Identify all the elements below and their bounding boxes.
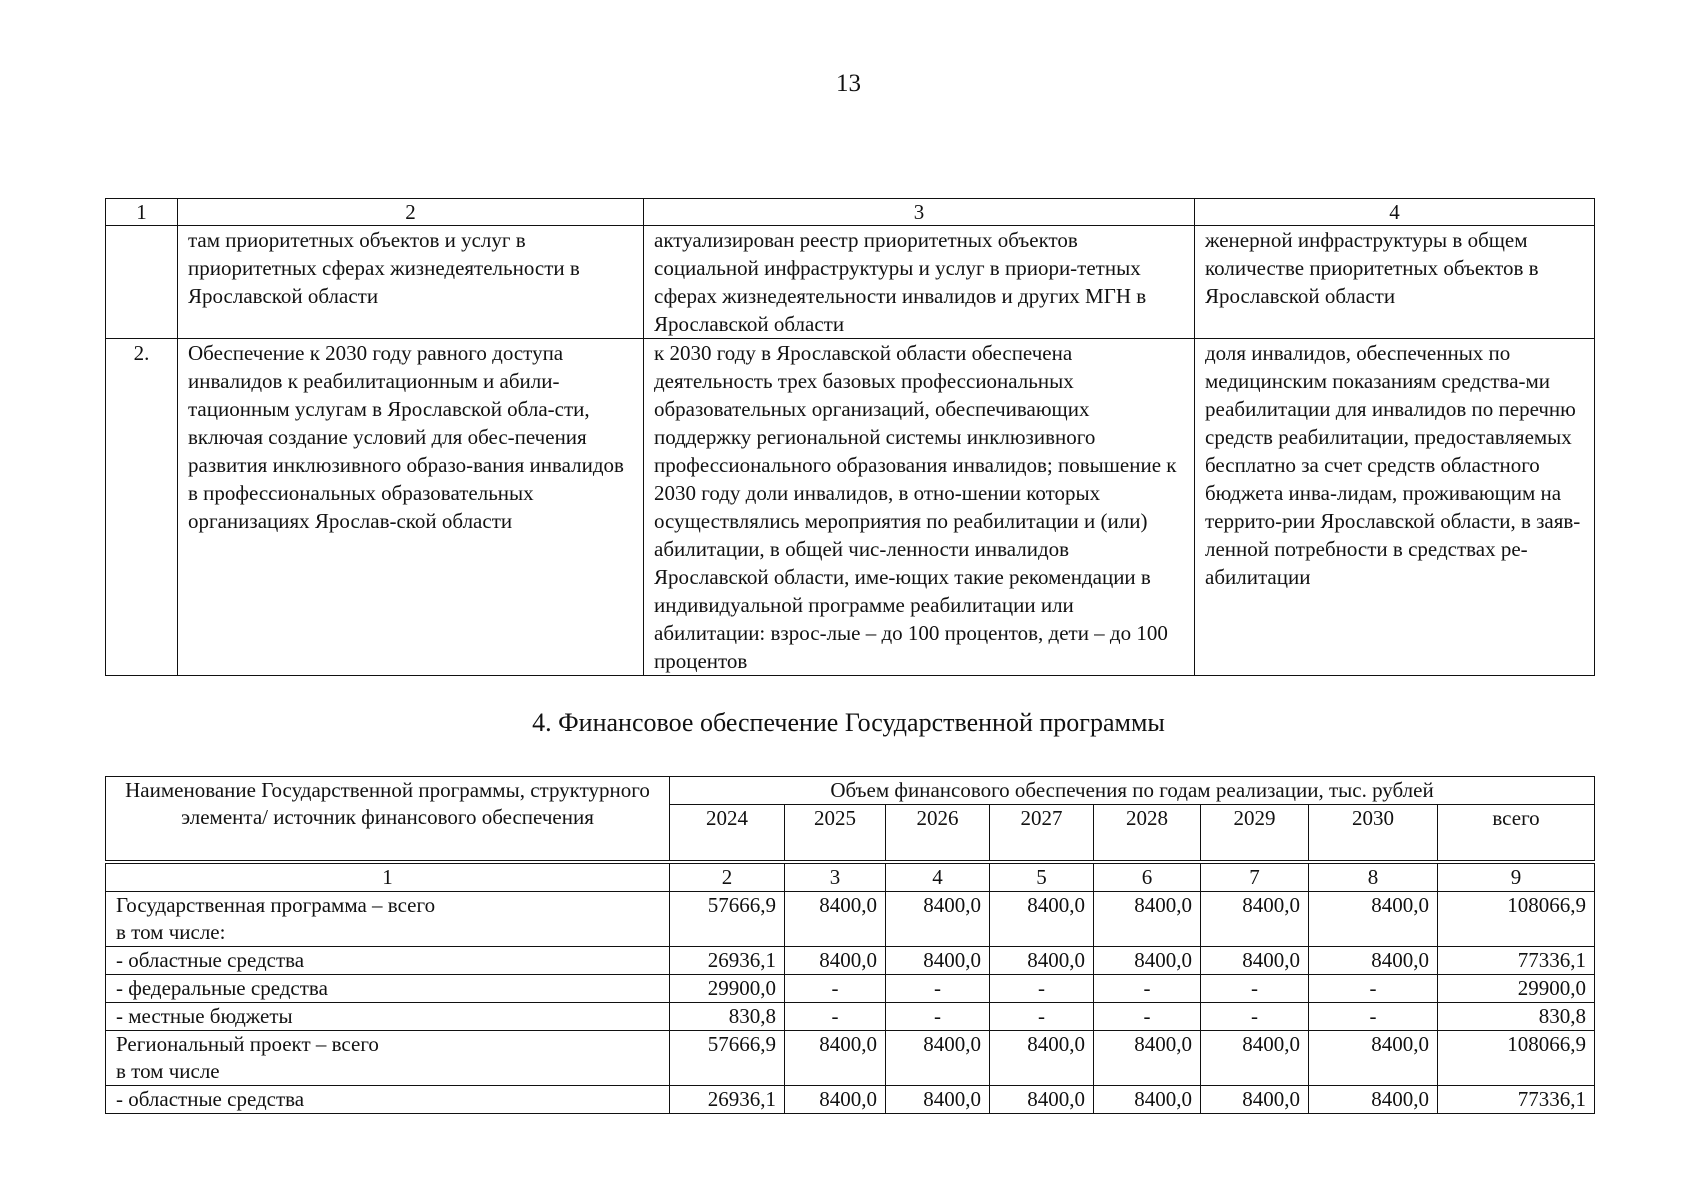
finance-col-number: 7	[1201, 864, 1309, 892]
goals-column-numbers	[106, 199, 1595, 226]
finance-col-number: 2	[670, 864, 785, 892]
value-cell: 26936,1	[670, 1086, 785, 1114]
value-cell: 8400,0	[886, 947, 990, 975]
value-cell: 8400,0	[1309, 892, 1438, 947]
goal-description: там приоритетных объектов и услуг в приоритетных сферах жизнедеятельности в Ярославской области	[178, 226, 644, 339]
value-cell: 830,8	[670, 1003, 785, 1031]
value-cell: 8400,0	[785, 1031, 886, 1086]
value-cell: -	[785, 1003, 886, 1031]
total-cell: 108066,9	[1438, 1031, 1595, 1086]
finance-row-name: - местные бюджеты	[106, 1003, 670, 1031]
goals-col-number: 1	[106, 199, 178, 226]
finance-row	[106, 947, 1595, 975]
total-cell: 830,8	[1438, 1003, 1595, 1031]
goals-row-number	[106, 226, 178, 339]
value-cell: -	[785, 975, 886, 1003]
value-cell: -	[990, 975, 1094, 1003]
value-cell: 8400,0	[990, 1031, 1094, 1086]
finance-row-name: - областные средства	[106, 1086, 670, 1114]
goals-row-number: 2.	[106, 339, 178, 676]
year-header: 2028	[1094, 805, 1201, 861]
row-subtitle: в том числе	[116, 1059, 220, 1083]
finance-row	[106, 975, 1595, 1003]
value-cell: -	[886, 975, 990, 1003]
finance-col-number: 9	[1438, 864, 1595, 892]
finance-row-name	[106, 892, 670, 947]
goals-col-number: 2	[178, 199, 644, 226]
finance-row-name: - областные средства	[106, 947, 670, 975]
year-header: 2027	[990, 805, 1094, 861]
year-header: 2029	[1201, 805, 1309, 861]
finance-row-name	[106, 1031, 670, 1086]
value-cell: 8400,0	[1094, 1086, 1201, 1114]
value-cell: 8400,0	[785, 947, 886, 975]
value-cell: 8400,0	[1201, 1086, 1309, 1114]
value-cell: 8400,0	[1094, 892, 1201, 947]
year-header: 2026	[886, 805, 990, 861]
goals-col-number: 3	[644, 199, 1195, 226]
value-cell: 8400,0	[990, 892, 1094, 947]
finance-column-numbers	[106, 864, 1595, 892]
section-title: 4. Финансовое обеспечение Государственной программы	[532, 708, 1165, 737]
value-cell: 29900,0	[670, 975, 785, 1003]
value-cell: 57666,9	[670, 1031, 785, 1086]
finance-header-row	[106, 777, 1595, 805]
value-cell: 8400,0	[886, 892, 990, 947]
value-cell: -	[1309, 975, 1438, 1003]
finance-col-number: 8	[1309, 864, 1438, 892]
goals-table	[105, 198, 1595, 676]
value-cell: 8400,0	[886, 1031, 990, 1086]
finance-col-number: 3	[785, 864, 886, 892]
value-cell: 8400,0	[1094, 1031, 1201, 1086]
finance-row	[106, 1086, 1595, 1114]
total-cell: 108066,9	[1438, 892, 1595, 947]
finance-row	[106, 892, 1595, 947]
value-cell: -	[1309, 1003, 1438, 1031]
year-header: 2024	[670, 805, 785, 861]
finance-name-header: Наименование Государственной программы, структурного элемента/ источник финансового обеспечения	[106, 777, 670, 861]
year-header: 2030	[1309, 805, 1438, 861]
year-header: 2025	[785, 805, 886, 861]
finance-row	[106, 1003, 1595, 1031]
value-cell: 8400,0	[1201, 892, 1309, 947]
value-cell: 8400,0	[1309, 947, 1438, 975]
value-cell: 8400,0	[990, 1086, 1094, 1114]
goal-indicator: женерной инфраструктуры в общем количестве приоритетных объектов в Ярославской области	[1195, 226, 1595, 339]
value-cell: -	[1201, 975, 1309, 1003]
finance-col-number: 4	[886, 864, 990, 892]
value-cell: -	[1094, 1003, 1201, 1031]
row-title: Государственная программа – всего	[116, 893, 436, 917]
finance-table	[105, 776, 1595, 1114]
value-cell: 8400,0	[1094, 947, 1201, 975]
value-cell: 8400,0	[886, 1086, 990, 1114]
total-cell: 29900,0	[1438, 975, 1595, 1003]
finance-col-number: 1	[106, 864, 670, 892]
goal-indicator: доля инвалидов, обеспеченных по медицинским показаниям средства-ми реабилитации для инвалидов по перечню средств реабилитации, предоставляемых бесплатно за счет средств областного бюджета инва-лидам, проживающим на террито-рии Ярославской области, в заяв-ленной потребности в средствах ре-абилитации	[1195, 339, 1595, 676]
row-subtitle: в том числе:	[116, 920, 226, 944]
value-cell: -	[990, 1003, 1094, 1031]
value-cell: 8400,0	[1309, 1031, 1438, 1086]
goals-row	[106, 226, 1595, 339]
value-cell: 8400,0	[1201, 947, 1309, 975]
goals-col-number: 4	[1195, 199, 1595, 226]
total-cell: 77336,1	[1438, 947, 1595, 975]
value-cell: 57666,9	[670, 892, 785, 947]
value-cell: 8400,0	[1201, 1031, 1309, 1086]
value-cell: 8400,0	[1309, 1086, 1438, 1114]
goal-result: к 2030 году в Ярославской области обеспечена деятельность трех базовых профессиональных образовательных организаций, обеспечивающих поддержку региональной системы инклюзивного профессионального образования инвалидов; повышение к 2030 году доли инвалидов, в отно-шении которых осуществлялись мероприятия по реабилитации и (или) абилитации, в общей чис-ленности инвалидов Ярославской области, име-ющих такие рекомендации в индивидуальной программе реабилитации или абилитации: взрос-лые – до 100 процентов, дети – до 100 процентов	[644, 339, 1195, 676]
finance-row	[106, 1031, 1595, 1086]
goals-row	[106, 339, 1595, 676]
value-cell: 26936,1	[670, 947, 785, 975]
goal-result: актуализирован реестр приоритетных объектов социальной инфраструктуры и услуг в приори-тетных сферах жизнедеятельности инвалидов и других МГН в Ярославской области	[644, 226, 1195, 339]
value-cell: -	[1094, 975, 1201, 1003]
total-cell: 77336,1	[1438, 1086, 1595, 1114]
row-title: Региональный проект – всего	[116, 1032, 379, 1056]
value-cell: -	[1201, 1003, 1309, 1031]
finance-col-number: 6	[1094, 864, 1201, 892]
finance-volume-header: Объем финансового обеспечения по годам реализации, тыс. рублей	[670, 777, 1595, 805]
finance-col-number: 5	[990, 864, 1094, 892]
value-cell: -	[886, 1003, 990, 1031]
total-header: всего	[1438, 805, 1595, 861]
goal-description: Обеспечение к 2030 году равного доступа инвалидов к реабилитационным и абили-тационным услугам в Ярославской обла-сти, включая создание условий для обес-печения развития инклюзивного образо-вания инвалидов в профессиональных образовательных организациях Ярослав-ской области	[178, 339, 644, 676]
value-cell: 8400,0	[990, 947, 1094, 975]
value-cell: 8400,0	[785, 1086, 886, 1114]
finance-row-name: - федеральные средства	[106, 975, 670, 1003]
value-cell: 8400,0	[785, 892, 886, 947]
page-number: 13	[836, 70, 861, 97]
